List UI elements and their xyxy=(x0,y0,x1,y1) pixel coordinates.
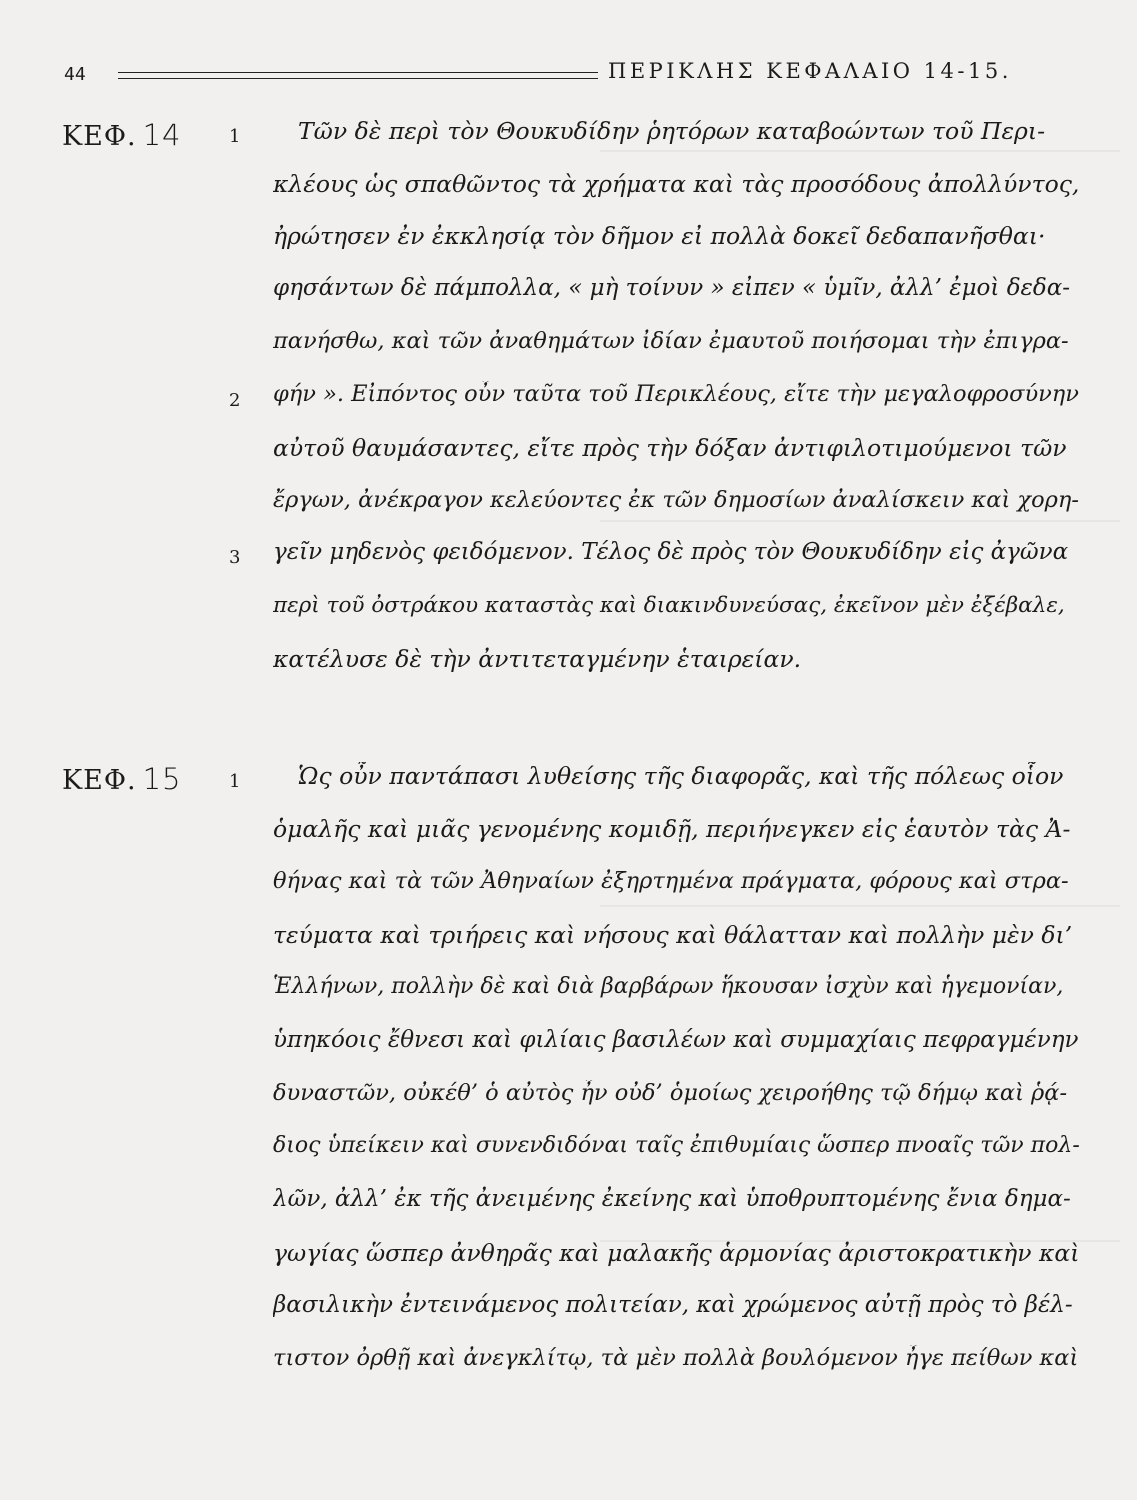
text-line: διος ὑπείκειν καὶ συνενδιδόναι ταῖς ἐπιθυμίαις ὥσπερ πνοαῖς τῶν πολ- xyxy=(273,1133,1080,1158)
text-line: κατέλυσε δὲ τὴν ἀντιτεταγμένην ἑταιρείαν. xyxy=(273,645,802,673)
page-header xyxy=(0,58,1137,88)
running-head: ΠΕΡΙΚΛΗΣ ΚΕΦΑΛΑΙΟ 14-15. xyxy=(608,59,1012,83)
page-number: 44 xyxy=(64,64,86,85)
text-line: γεῖν μηδενὸς φειδόμενον. Τέλος δὲ πρὸς τὸν Θουκυδίδην εἰς ἀγῶνα xyxy=(273,539,1069,565)
text-line: περὶ τοῦ ὀστράκου καταστὰς καὶ διακινδυνεύσας, ἐκεῖνον μὲν ἐξέβαλε, xyxy=(273,593,1065,618)
text-line: κλέους ὡς σπαθῶντος τὰ χρήματα καὶ τὰς προσόδους ἀπολλύντος, xyxy=(273,170,1080,198)
text-line: Ὡς οὖν παντάπασι λυθείσης τῆς διαφορᾶς, καὶ τῆς πόλεως οἷον xyxy=(298,762,1064,790)
show-through xyxy=(600,905,1120,907)
text-line: φησάντων δὲ πάμπολλα, « μὴ τοίνυν » εἶπεν « ὑμῖν, ἀλλ’ ἐμοὶ δεδα- xyxy=(273,275,1071,301)
chapter-14-heading xyxy=(62,118,182,152)
text-line: τεύματα καὶ τριήρεις καὶ νήσους καὶ θάλατταν καὶ πολλὴν μὲν δι’ xyxy=(273,921,1073,949)
text-line: λῶν, ἀλλ’ ἐκ τῆς ἀνειμένης ἐκείνης καὶ ὑποθρυπτομένης ἔνια δημα- xyxy=(273,1186,1071,1212)
section-number: 2 xyxy=(229,390,241,411)
text-line: ἠρώτησεν ἐν ἐκκλησίᾳ τὸν δῆμον εἰ πολλὰ δοκεῖ δεδαπανῆσθαι· xyxy=(273,222,1046,250)
text-line: πανήσθω, καὶ τῶν ἀναθημάτων ἰδίαν ἐμαυτοῦ ποιήσομαι τὴν ἐπιγρα- xyxy=(273,328,1069,354)
header-double-rule xyxy=(118,72,598,79)
text-line: φήν ». Εἰπόντος οὖν ταῦτα τοῦ Περικλέους, εἴτε τὴν μεγαλοφροσύνην xyxy=(273,381,1079,407)
section-number: 1 xyxy=(229,126,241,147)
text-line: αὐτοῦ θαυμάσαντες, εἴτε πρὸς τὴν δόξαν ἀντιφιλοτιμούμενοι τῶν xyxy=(273,434,1067,462)
text-line: δυναστῶν, οὐκέθ’ ὁ αὐτὸς ἦν οὐδ’ ὁμοίως χειροήθης τῷ δήμῳ καὶ ῥᾴ- xyxy=(273,1080,1068,1106)
text-line: Τῶν δὲ περὶ τὸν Θουκυδίδην ῥητόρων καταβοώντων τοῦ Περι- xyxy=(298,117,1046,145)
text-line: τιστον ὀρθῇ καὶ ἀνεγκλίτῳ, τὰ μὲν πολλὰ βουλόμενον ἦγε πείθων καὶ xyxy=(273,1345,1079,1371)
text-line: ὑπηκόοις ἔθνεσι καὶ φιλίαις βασιλέων καὶ συμμαχίαις πεφραγμένην xyxy=(273,1027,1079,1053)
chapter-number: 14 xyxy=(142,118,182,152)
text-line: ἔργων, ἀνέκραγον κελεύοντες ἐκ τῶν δημοσίων ἀναλίσκειν καὶ χορη- xyxy=(273,487,1079,513)
text-line: γωγίας ὥσπερ ἀνθηρᾶς καὶ μαλακῆς ἁρμονίας ἀριστοκρατικὴν καὶ xyxy=(273,1239,1080,1267)
text-line: θήνας καὶ τὰ τῶν Ἀθηναίων ἐξηρτημένα πράγματα, φόρους καὶ στρα- xyxy=(273,868,1069,894)
text-line: ὁμαλῆς καὶ μιᾶς γενομένης κομιδῇ, περιήνεγκεν εἰς ἑαυτὸν τὰς Ἀ- xyxy=(273,815,1071,843)
chapter-15-heading xyxy=(62,762,182,796)
chapter-number: 15 xyxy=(142,762,182,796)
show-through xyxy=(600,150,1120,152)
text-line: Ἑλλήνων, πολλὴν δὲ καὶ διὰ βαρβάρων ἥκουσαν ἰσχὺν καὶ ἡγεμονίαν, xyxy=(273,974,1064,999)
show-through xyxy=(600,520,1120,522)
text-line: βασιλικὴν ἐντεινάμενος πολιτείαν, καὶ χρώμενος αὐτῇ πρὸς τὸ βέλ- xyxy=(273,1292,1073,1318)
chapter-label: ΚΕΦ. xyxy=(62,765,137,796)
chapter-label: ΚΕΦ. xyxy=(62,121,137,152)
section-number: 3 xyxy=(229,547,241,568)
section-number: 1 xyxy=(229,771,241,792)
